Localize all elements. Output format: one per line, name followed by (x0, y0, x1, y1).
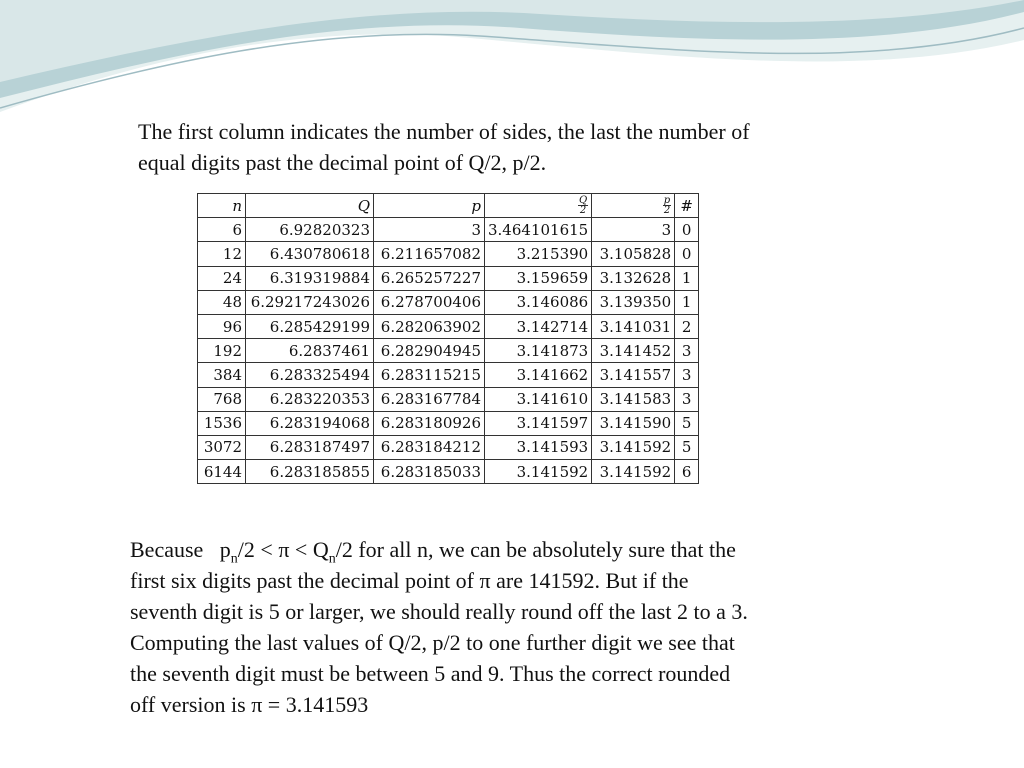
cell-p-half: 3.141583 (592, 387, 675, 411)
table-row (198, 363, 699, 387)
cell-q: 6.29217243026 (246, 290, 374, 314)
cell-p: 6.283184212 (374, 435, 485, 459)
cell-q-half: 3.464101615 (485, 218, 592, 242)
cell-q-half: 3.215390 (485, 242, 592, 266)
cell-p: 6.282904945 (374, 339, 485, 363)
body-line-5: the seventh digit must be between 5 and 9. Thus the correct rounded (130, 661, 731, 686)
table-row (198, 339, 699, 363)
table-header-row (198, 194, 699, 218)
table-row (198, 218, 699, 242)
cell-q-half: 3.141610 (485, 387, 592, 411)
cell-n: 48 (198, 290, 246, 314)
body-rest-1: /2 for all n, we can be absolutely sure that the (335, 537, 736, 562)
header-p: p (374, 194, 485, 218)
header-q: Q (246, 194, 374, 218)
header-wave-decoration (0, 0, 1024, 120)
table-image (184, 184, 736, 496)
body-inequality: /2 < π < Q (237, 537, 329, 562)
explanation-paragraph (130, 534, 920, 720)
cell-p: 3 (374, 218, 485, 242)
cell-digits: 3 (675, 387, 699, 411)
cell-p-half: 3.141592 (592, 435, 675, 459)
cell-p: 6.283185033 (374, 460, 485, 484)
cell-digits: 5 (675, 435, 699, 459)
cell-digits: 0 (675, 218, 699, 242)
fraction-denominator: 2 (663, 205, 671, 217)
cell-p: 6.283115215 (374, 363, 485, 387)
cell-p: 6.282063902 (374, 314, 485, 338)
cell-q: 6.283220353 (246, 387, 374, 411)
body-p: p (219, 537, 231, 562)
cell-p: 6.283167784 (374, 387, 485, 411)
cell-p: 6.265257227 (374, 266, 485, 290)
cell-q: 6.430780618 (246, 242, 374, 266)
cell-digits: 2 (675, 314, 699, 338)
cell-p-half: 3.132628 (592, 266, 675, 290)
body-line-4: Computing the last values of Q/2, p/2 to one further digit we see that (130, 630, 735, 655)
cell-q: 6.283194068 (246, 411, 374, 435)
body-q-subscript: n (328, 551, 336, 567)
cell-p: 6.283180926 (374, 411, 485, 435)
cell-p-half: 3.105828 (592, 242, 675, 266)
body-because: Because (130, 537, 204, 562)
table-row (198, 266, 699, 290)
cell-digits: 0 (675, 242, 699, 266)
cell-n: 12 (198, 242, 246, 266)
table-row (198, 460, 699, 484)
cell-n: 6 (198, 218, 246, 242)
cell-p: 6.278700406 (374, 290, 485, 314)
cell-p-half: 3.141557 (592, 363, 675, 387)
body-line-6: off version is π = 3.141593 (130, 692, 369, 717)
cell-digits: 1 (675, 266, 699, 290)
cell-q: 6.319319884 (246, 266, 374, 290)
table-body (198, 218, 699, 484)
cell-q-half: 3.141592 (485, 460, 592, 484)
cell-n: 384 (198, 363, 246, 387)
fraction-numerator: p (663, 195, 671, 207)
cell-q-half: 3.141662 (485, 363, 592, 387)
fraction-numerator: Q (579, 195, 588, 207)
table-row (198, 290, 699, 314)
cell-q-half: 3.159659 (485, 266, 592, 290)
cell-n: 768 (198, 387, 246, 411)
intro-paragraph (138, 116, 938, 178)
intro-line-1: The first column indicates the number of sides, the last the number of (138, 119, 750, 144)
header-digits: # (675, 194, 699, 218)
cell-p-half: 3.141592 (592, 460, 675, 484)
cell-n: 192 (198, 339, 246, 363)
body-line-2: first six digits past the decimal point of π are 141592. But if the (130, 568, 689, 593)
cell-n: 96 (198, 314, 246, 338)
table-row (198, 387, 699, 411)
cell-q: 6.283185855 (246, 460, 374, 484)
body-p-subscript: n (230, 551, 238, 567)
cell-digits: 3 (675, 363, 699, 387)
fraction-q-over-2 (578, 196, 588, 215)
table-row (198, 242, 699, 266)
cell-q-half: 3.142714 (485, 314, 592, 338)
cell-q: 6.283325494 (246, 363, 374, 387)
cell-q: 6.92820323 (246, 218, 374, 242)
cell-digits: 6 (675, 460, 699, 484)
cell-q-half: 3.141597 (485, 411, 592, 435)
cell-digits: 3 (675, 339, 699, 363)
table-row (198, 314, 699, 338)
header-n: n (198, 194, 246, 218)
cell-n: 24 (198, 266, 246, 290)
header-p-half (592, 194, 675, 218)
cell-digits: 5 (675, 411, 699, 435)
cell-q: 6.285429199 (246, 314, 374, 338)
intro-line-2: equal digits past the decimal point of Q/2, p/2. (138, 150, 547, 175)
cell-p: 6.211657082 (374, 242, 485, 266)
cell-digits: 1 (675, 290, 699, 314)
cell-q-half: 3.146086 (485, 290, 592, 314)
cell-q-half: 3.141873 (485, 339, 592, 363)
header-q-half (485, 194, 592, 218)
fraction-p-over-2 (663, 196, 671, 215)
cell-p-half: 3.139350 (592, 290, 675, 314)
cell-q: 6.283187497 (246, 435, 374, 459)
cell-n: 6144 (198, 460, 246, 484)
cell-q: 6.2837461 (246, 339, 374, 363)
table-row (198, 435, 699, 459)
cell-n: 1536 (198, 411, 246, 435)
cell-p-half: 3.141590 (592, 411, 675, 435)
cell-p-half: 3.141452 (592, 339, 675, 363)
table-row (198, 411, 699, 435)
body-line-3: seventh digit is 5 or larger, we should really round off the last 2 to a 3. (130, 599, 748, 624)
cell-p-half: 3.141031 (592, 314, 675, 338)
cell-n: 3072 (198, 435, 246, 459)
fraction-denominator: 2 (579, 205, 587, 217)
pi-approximation-table (197, 193, 699, 484)
cell-q-half: 3.141593 (485, 435, 592, 459)
cell-p-half: 3 (592, 218, 675, 242)
